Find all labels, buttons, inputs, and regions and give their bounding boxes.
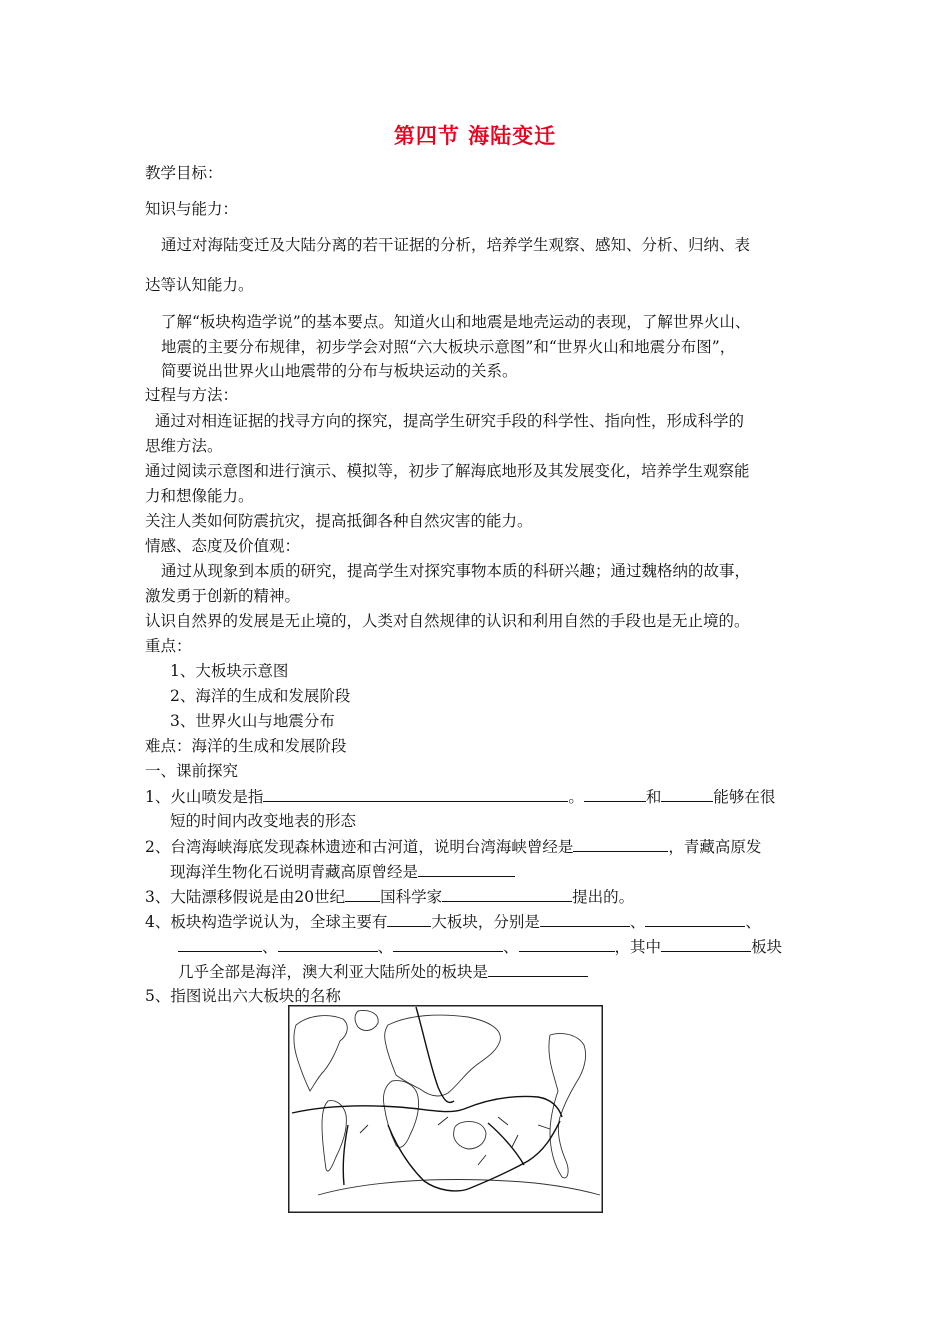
section-heading-1: 一、课前探究	[145, 762, 239, 780]
question-3-text-b: 国科学家	[380, 888, 443, 906]
answer-blank[interactable]	[488, 960, 588, 977]
question-3-text-c: 提出的。	[572, 888, 635, 906]
answer-blank[interactable]	[573, 835, 668, 852]
question-3-line	[145, 885, 634, 908]
question-4-text-a: 4、板块构造学说认为，全球主要有	[145, 913, 388, 931]
emotion-paragraph-2: 认识自然界的发展是无止境的，人类对自然规律的认识和利用自然的手段也是无止境的。	[145, 612, 750, 630]
question-2-text-a: 2、台湾海峡海底发现森林遗迹和古河道，说明台湾海峡曾经是	[145, 838, 574, 856]
question-4-text-c: 、	[629, 913, 646, 931]
tectonic-plates-map	[288, 1005, 603, 1213]
process-paragraph-3: 关注人类如何防震抗灾，提高抵御各种自然灾害的能力。	[145, 512, 533, 530]
answer-blank[interactable]	[661, 785, 713, 802]
knowledge-paragraph-2b: 地震的主要分布规律，初步学会对照“六大板块示意图”和“世界火山和地震分布图”，	[161, 338, 736, 356]
question-1-line-a	[145, 785, 775, 808]
answer-blank[interactable]	[661, 935, 751, 952]
knowledge-paragraph-2a: 了解“板块构造学说”的基本要点。知道火山和地震是地壳运动的表现，了解世界火山、	[161, 313, 751, 331]
answer-blank[interactable]	[387, 910, 431, 927]
question-2-text-c: 现海洋生物化石说明青藏高原曾经是	[170, 863, 419, 881]
emotion-heading: 情感、态度及价值观：	[145, 537, 301, 555]
process-paragraph-1b: 思维方法。	[145, 437, 223, 455]
key-item-3: 3、世界火山与地震分布	[170, 712, 335, 730]
question-4-text-h: ，其中	[614, 938, 662, 956]
question-4-text-e: 、	[262, 938, 278, 956]
answer-blank[interactable]	[278, 935, 378, 952]
key-item-1: 1、大板块示意图	[170, 662, 289, 680]
answer-blank[interactable]	[263, 785, 568, 802]
answer-blank[interactable]	[393, 935, 503, 952]
answer-blank[interactable]	[519, 935, 615, 952]
question-4-text-g: 、	[503, 938, 519, 956]
knowledge-paragraph-1a: 通过对海陆变迁及大陆分离的若干证据的分析，培养学生观察、感知、分析、归纳、表	[161, 236, 751, 254]
key-item-2: 2、海洋的生成和发展阶段	[170, 687, 351, 705]
answer-blank[interactable]	[645, 910, 745, 927]
question-4-text-b: 大板块，分别是	[431, 913, 540, 931]
difficulty-line: 难点：海洋的生成和发展阶段	[145, 737, 347, 755]
question-3-text-a: 3、大陆漂移假说是由20世纪	[145, 888, 346, 906]
emotion-paragraph-1a: 通过从现象到本质的研究，提高学生对探究事物本质的科研兴趣；通过魏格纳的故事，	[161, 562, 751, 580]
question-1-line-b: 短的时间内改变地表的形态	[170, 812, 357, 830]
question-4-line-c	[178, 960, 588, 983]
key-heading: 重点：	[145, 637, 192, 655]
question-4-text-j: 几乎全部是海洋，澳大利亚大陆所处的板块是	[178, 963, 489, 981]
question-4-line-a	[145, 910, 761, 933]
question-4-text-i: 板块	[751, 938, 783, 956]
knowledge-heading: 知识与能力：	[145, 200, 239, 218]
answer-blank[interactable]	[584, 785, 646, 802]
process-paragraph-1a: 通过对相连证据的找寻方向的探究，提高学生研究手段的科学性、指向性，形成科学的	[155, 412, 745, 430]
process-paragraph-2a: 通过阅读示意图和进行演示、模拟等，初步了解海底地形及其发展变化，培养学生观察能	[145, 462, 750, 480]
question-2-line-b	[170, 860, 515, 883]
answer-blank[interactable]	[540, 910, 630, 927]
question-1-text-c: 和	[645, 788, 662, 806]
question-4-text-f: 、	[377, 938, 394, 956]
page-title: 第四节 海陆变迁	[393, 124, 557, 148]
process-paragraph-2b: 力和想像能力。	[145, 487, 254, 505]
answer-blank[interactable]	[418, 860, 515, 877]
map-frame	[289, 1006, 603, 1213]
emotion-paragraph-1b: 激发勇于创新的精神。	[145, 587, 301, 605]
question-1-text-a: 1、火山喷发是指	[145, 788, 264, 806]
process-heading: 过程与方法：	[145, 386, 239, 404]
question-4-text-d: 、	[745, 913, 761, 931]
knowledge-paragraph-1b: 达等认知能力。	[145, 276, 254, 294]
question-2-text-b: ，青藏高原发	[668, 838, 762, 856]
question-1-text-b: 。	[568, 788, 584, 806]
knowledge-paragraph-2c: 简要说出世界火山地震带的分布与板块运动的关系。	[161, 362, 518, 380]
answer-blank[interactable]	[178, 935, 262, 952]
question-5-line: 5、指图说出六大板块的名称	[145, 987, 341, 1005]
question-4-line-b	[178, 935, 782, 958]
answer-blank[interactable]	[442, 885, 572, 902]
question-2-line-a	[145, 835, 761, 858]
goals-heading: 教学目标：	[145, 164, 223, 182]
question-1-text-d: 能够在很	[713, 788, 776, 806]
answer-blank[interactable]	[345, 885, 380, 902]
